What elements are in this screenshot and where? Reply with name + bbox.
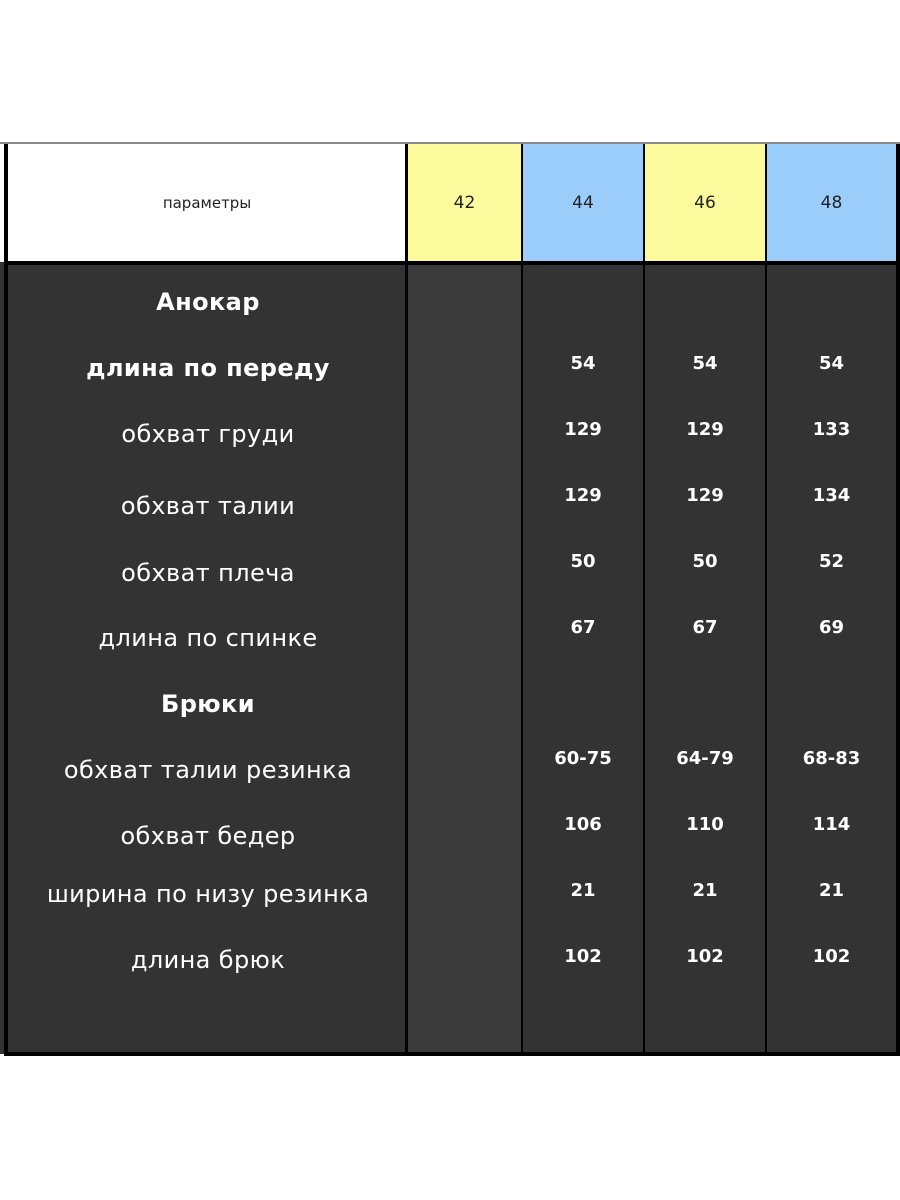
value-cell: 133	[812, 419, 851, 440]
row-label: обхват бедер	[120, 822, 296, 850]
value-cell: 110	[686, 814, 724, 835]
row-label: длина брюк	[130, 946, 286, 974]
value-cell: 67	[570, 617, 596, 638]
row-label: длина по спинке	[98, 624, 318, 652]
value-cell: 54	[818, 353, 845, 374]
value-cell: 60-75	[554, 748, 612, 769]
value-cell: 52	[818, 551, 845, 572]
row-label: Анокар	[156, 288, 260, 316]
size-42-column	[408, 262, 521, 1054]
value-cell: 50	[570, 551, 596, 572]
grid-line	[4, 1052, 900, 1056]
value-cell: 129	[564, 419, 602, 440]
size-label: 46	[694, 193, 716, 213]
grid-line	[896, 144, 900, 1056]
row-label: длина по переду	[86, 354, 330, 382]
grid-line	[4, 261, 900, 265]
value-cell: 102	[564, 946, 602, 967]
value-cell: 54	[570, 353, 596, 374]
grid-line	[405, 144, 408, 1056]
grid-line	[4, 144, 8, 1056]
header-size-48	[767, 144, 896, 262]
value-cell: 129	[564, 485, 602, 506]
row-label: Брюки	[161, 690, 255, 718]
value-cell: 21	[570, 880, 596, 901]
size-label: 44	[572, 193, 594, 213]
row-label: обхват талии резинка	[63, 756, 353, 784]
row-label: ширина по низу резинка	[46, 880, 370, 908]
value-cell: 102	[686, 946, 724, 967]
value-cell: 129	[686, 419, 724, 440]
row-label: обхват талии	[120, 492, 296, 520]
value-cell: 106	[564, 814, 602, 835]
row-label: обхват плеча	[121, 559, 295, 587]
value-cell: 69	[818, 617, 845, 638]
value-cell: 64-79	[676, 748, 734, 769]
row-label: обхват груди	[121, 420, 295, 448]
value-cell: 21	[692, 880, 718, 901]
header-size-42	[408, 144, 521, 262]
value-cell: 67	[692, 617, 718, 638]
grid-line	[643, 144, 645, 1056]
grid-line	[765, 144, 767, 1056]
header-size-46	[645, 144, 765, 262]
header-size-44	[523, 144, 643, 262]
header-parameters-label: параметры	[162, 194, 252, 212]
value-cell: 129	[686, 485, 724, 506]
value-cell: 54	[692, 353, 718, 374]
size-label: 42	[453, 193, 476, 213]
size-label: 48	[820, 193, 843, 213]
value-cell: 21	[818, 880, 845, 901]
value-cell: 68-83	[802, 748, 861, 769]
header-parameters-cell	[8, 144, 406, 262]
value-cell: 102	[812, 946, 851, 967]
value-cell: 134	[812, 485, 851, 506]
value-cell: 114	[812, 814, 851, 835]
grid-line	[521, 144, 523, 1056]
value-cell: 50	[692, 551, 718, 572]
